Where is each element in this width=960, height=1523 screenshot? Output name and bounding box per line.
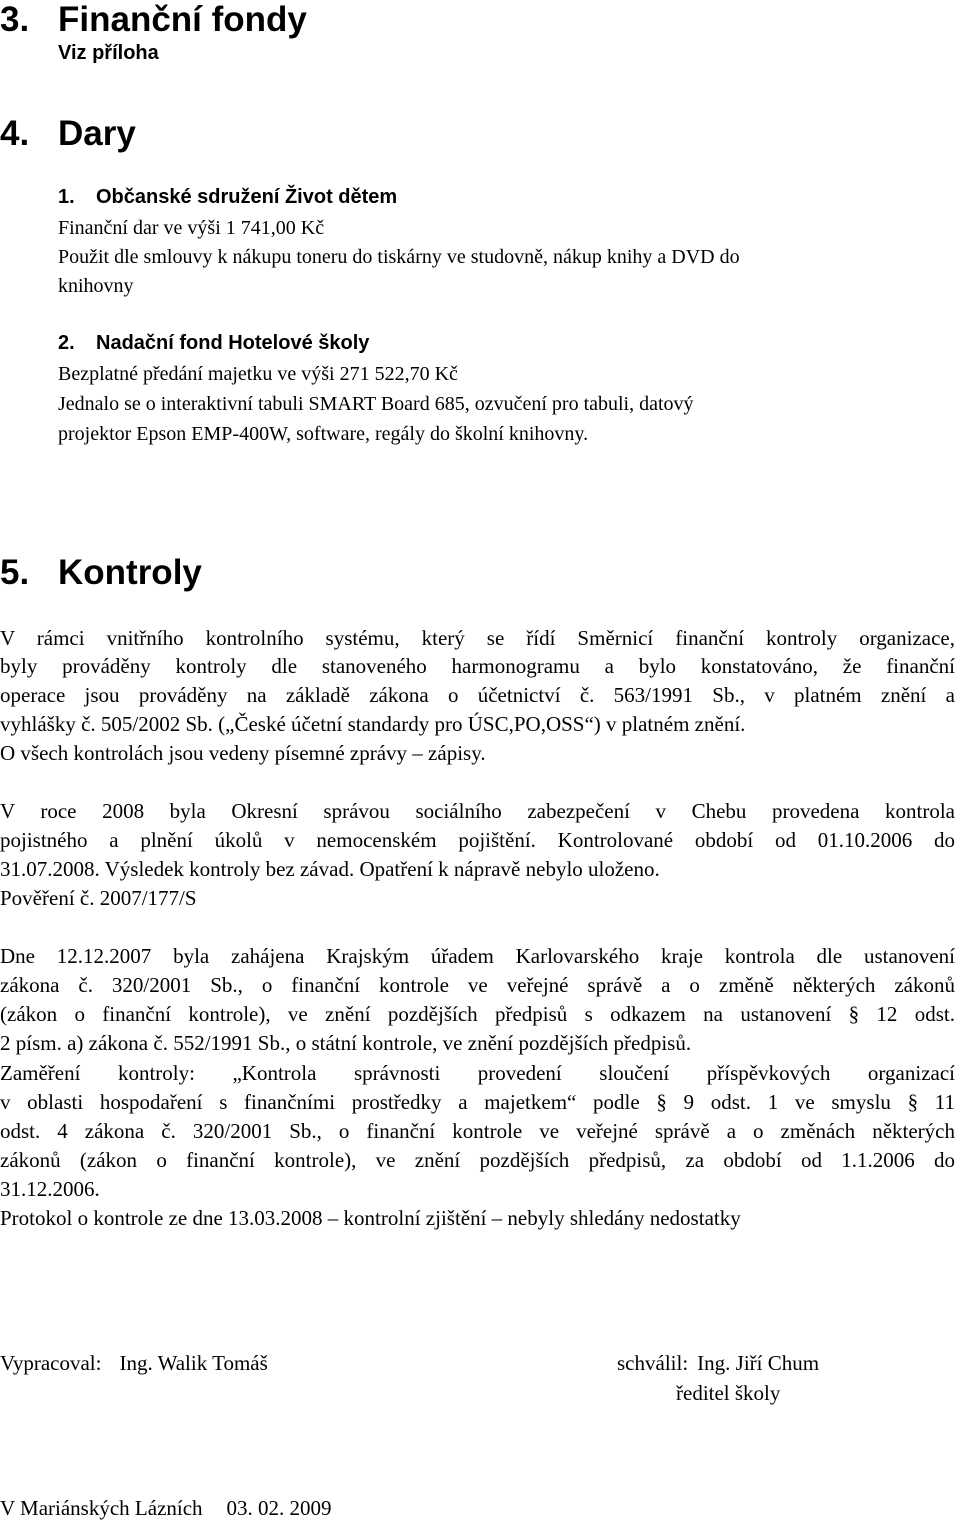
footer-date: 03. 02. 2009	[226, 1496, 332, 1520]
section-5-number: 5.	[0, 553, 30, 592]
footer-place-date	[0, 1494, 332, 1522]
kontroly-para3-line: Zaměření kontroly: „Kontrola správnosti provedení sloučení příspěvkových organizací	[0, 1061, 955, 1085]
gift-1-line: Použit dle smlouvy k nákupu toneru do tiskárny ve studovně, nákup knihy a DVD do	[58, 246, 740, 268]
approved-by	[617, 1349, 819, 1377]
approved-by-role: ředitel školy	[676, 1381, 781, 1405]
kontroly-para2-line: 31.07.2008. Výsledek kontroly bez závad. Opatření k nápravě nebylo uloženo.	[0, 857, 660, 881]
kontroly-para3-line: zákona č. 320/2001 Sb., o finanční kontrole ve veřejné správě a o změně některých zákonů	[0, 973, 955, 997]
kontroly-para3-line: zákonů (zákon o finanční kontrole), ve znění pozdějších předpisů, za období od 1.1.2006 do	[0, 1148, 955, 1172]
section-5-heading	[0, 553, 202, 593]
section-3-number: 3.	[0, 0, 30, 39]
kontroly-para1-line: O všech kontrolách jsou vedeny písemné zprávy – zápisy.	[0, 741, 486, 765]
kontroly-para3-line: (zákon o finanční kontrole), ve znění pozdějších předpisů s odkazem na ustanovení § 12 odst.	[0, 1002, 955, 1026]
approved-by-name: Ing. Jiří Chum	[697, 1351, 820, 1375]
footer-place: V Mariánských Lázních	[0, 1496, 203, 1520]
gift-2-line: projektor Epson EMP-400W, software, regály do školní knihovny.	[58, 423, 589, 445]
section-5-title: Kontroly	[58, 553, 202, 592]
section-3-note: Viz příloha	[58, 42, 159, 64]
section-4-heading	[0, 114, 136, 154]
kontroly-para2-line: pojistného a plnění úkolů v nemocenském pojištění. Kontrolované období od 01.10.2006 do	[0, 828, 955, 852]
section-3-heading	[0, 0, 307, 40]
kontroly-para2-line: Pověření č. 2007/177/S	[0, 886, 197, 910]
gift-1-title: 1. Občanské sdružení Život dětem	[58, 186, 398, 208]
kontroly-para1-line: byly prováděny kontroly dle stanoveného harmonogramu a bylo konstatováno, že finanční	[0, 654, 955, 678]
kontroly-para1-line: vyhlášky č. 505/2002 Sb. („České účetní standardy pro ÚSC,PO,OSS“) v platném znění.	[0, 712, 746, 736]
kontroly-para3-line: v oblasti hospodaření s finančními prostředky a majetkem“ podle § 9 odst. 1 ve smyslu § 11	[0, 1090, 955, 1114]
kontroly-para2-line: V roce 2008 byla Okresní správou sociálního zabezpečení v Chebu provedena kontrola	[0, 799, 955, 823]
kontroly-para1-line: operace jsou prováděny na základě zákona o účetnictví č. 563/1991 Sb., v platném znění a	[0, 683, 955, 707]
section-3-title: Finanční fondy	[58, 0, 307, 39]
section-4-title: Dary	[58, 114, 136, 153]
kontroly-para3-line: 2 písm. a) zákona č. 552/1991 Sb., o státní kontrole, ve znění pozdějších předpisů.	[0, 1031, 692, 1055]
gift-1-line: knihovny	[58, 275, 134, 297]
kontroly-para3-line: Protokol o kontrole ze dne 13.03.2008 – kontrolní zjištění – nebyly shledány nedostatky	[0, 1206, 741, 1230]
prepared-by	[0, 1349, 268, 1377]
prepared-by-label: Vypracoval:	[0, 1351, 102, 1375]
approved-by-label: schválil:	[617, 1351, 689, 1375]
kontroly-para3-line: odst. 4 zákona č. 320/2001 Sb., o finanční kontrole ve veřejné správě a o změnách některých	[0, 1119, 955, 1143]
gift-2-title: 2. Nadační fond Hotelové školy	[58, 332, 370, 354]
section-4-number: 4.	[0, 114, 30, 153]
prepared-by-name: Ing. Walik Tomáš	[119, 1351, 268, 1375]
kontroly-para3-line: Dne 12.12.2007 byla zahájena Krajským úřadem Karlovarského kraje kontrola dle ustanovení	[0, 944, 955, 968]
gift-1-line: Finanční dar ve výši 1 741,00 Kč	[58, 217, 325, 239]
kontroly-para3-line: 31.12.2006.	[0, 1177, 100, 1201]
gift-2-line: Bezplatné předání majetku ve výši 271 522,70 Kč	[58, 363, 458, 385]
kontroly-para1-line: V rámci vnitřního kontrolního systému, který se řídí Směrnicí finanční kontroly organizace,	[0, 626, 955, 650]
gift-2-line: Jednalo se o interaktivní tabuli SMART Board 685, ozvučení pro tabuli, datový	[58, 393, 694, 415]
